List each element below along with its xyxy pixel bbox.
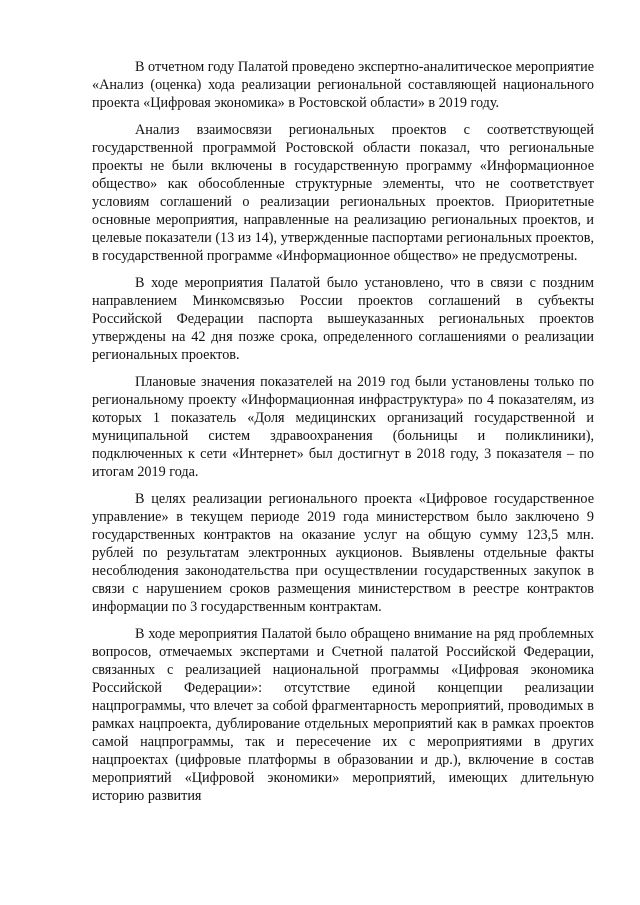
paragraph-passport-delay: В ходе мероприятия Палатой было установлено, что в связи с поздним направлением Минкомсвязью России проектов соглашений в субъекты Российской Федерации паспорта вышеуказанных региональных проектов утверждены на 42 дня позже срока, определенного соглашениями о реализации региональных проектов.: [92, 275, 594, 363]
paragraph-expert-analysis: В отчетном году Палатой проведено экспертно-аналитическое мероприятие «Анализ (оценка) хода реализации региональной составляющей национального проекта «Цифровая экономика» в Ростовской области» в 2019 году.: [92, 59, 594, 111]
paragraph-program-relationship: Анализ взаимосвязи региональных проектов с соответствующей государственной программой Ростовской области показал, что региональные проекты не были включены в государственную программу «Информационное общество» как обособленные структурные элементы, что не соответствует условиям соглашений о реализации региональных проектов. Приоритетные основные мероприятия, направленные на реализацию региональных проектов, и целевые показатели (13 из 14), утвержденные паспортами региональных проектов, в государственной программе «Информационное общество» не предусмотрены.: [92, 122, 594, 264]
paragraph-problem-issues: В ходе мероприятия Палатой было обращено внимание на ряд проблемных вопросов, отмечаемых экспертами и Счетной палатой Российской Федерации, связанных с реализацией национальной программы «Цифровая экономика Российской Федерации»: отсутствие единой концепции реализации нацпрограммы, что влечет за собой фрагментарность мероприятий, проводимых в рамках нацпроекта, дублирование отдельных мероприятий как в рамках проектов самой нацпрограммы, так и пересечение их с мероприятиями в других нацпроектах (цифровые платформы в образовании и др.), включение в состав мероприятий «Цифровой экономики» мероприятий, имеющих длительную историю развития: [92, 626, 594, 804]
paragraph-contracts: В целях реализации регионального проекта «Цифровое государственное управление» в текущем периоде 2019 года министерством было заключено 9 государственных контрактов на оказание услуг на общую сумму 123,5 млн. рублей по результатам электронных аукционов. Выявлены отдельные факты несоблюдения законодательства при осуществлении государственных закупок в связи с нарушением сроков размещения министерством в реестре контрактов информации по 3 государственным контрактам.: [92, 491, 594, 615]
paragraph-indicators: Плановые значения показателей на 2019 год были установлены только по региональному проекту «Информационная инфраструктура» по 4 показателям, из которых 1 показатель «Доля медицинских организаций государственной и муниципальной систем здравоохранения (больницы и поликлиники), подключенных к сети «Интернет» был достигнут в 2018 году, 3 показателя – по итогам 2019 года.: [92, 374, 594, 480]
